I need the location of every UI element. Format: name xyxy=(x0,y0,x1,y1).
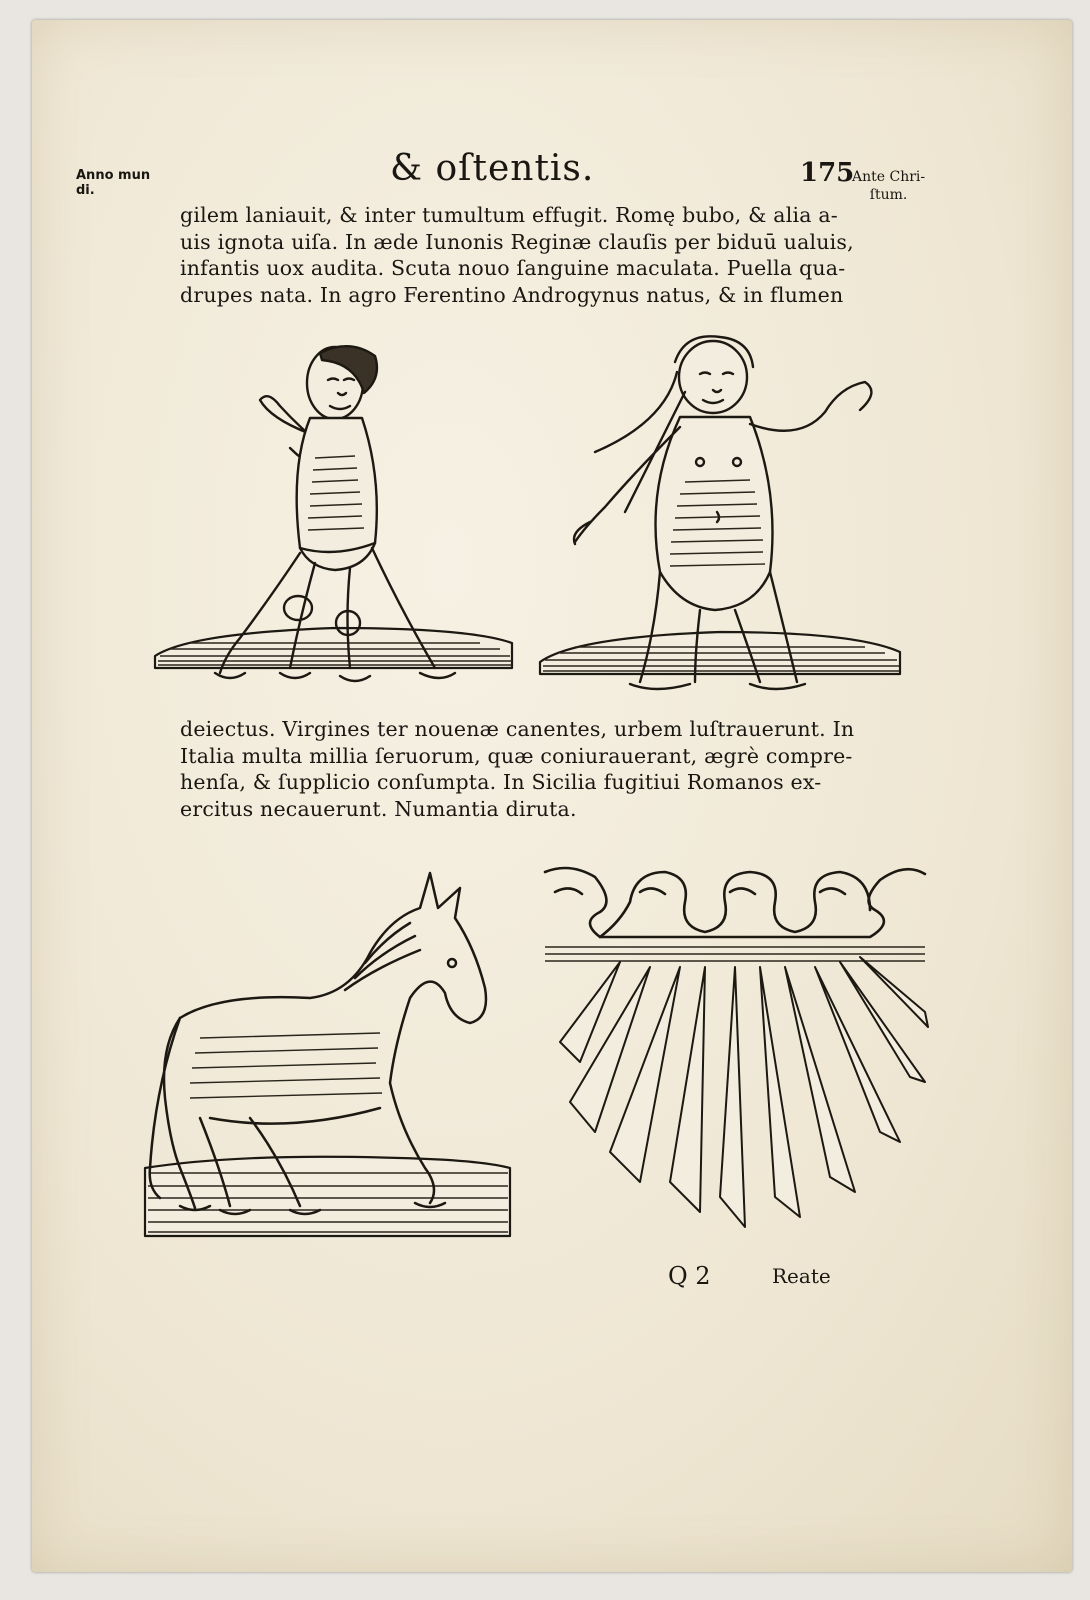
text-line: henſa, & ſupplicio conſumpta. In Sicilia fugitiui Romanos ex- xyxy=(180,770,822,794)
woodcut-quadruped-girl xyxy=(150,338,520,708)
catchword: Reate xyxy=(772,1264,831,1288)
running-title: & oſtentis. xyxy=(390,148,595,189)
text-line: gilem laniauit, & inter tumultum effugit. Romę bubo, & alia a- xyxy=(180,203,838,227)
margin-note-right-line-2: ſtum. xyxy=(869,187,908,203)
text-block-top xyxy=(180,202,860,308)
margin-note-right-line-1: Ante Chri- xyxy=(852,169,926,185)
woodcut-donkey xyxy=(140,868,520,1246)
woodcut-clouds-rays xyxy=(540,862,930,1234)
text-line: uis ignota uiſa. In æde Iunonis Reginæ clauſis per biduū ualuis, xyxy=(180,229,854,254)
margin-note-left-line-1: Anno mun xyxy=(76,168,151,183)
folio-number: 175 xyxy=(800,158,855,188)
text-line: drupes nata. In agro Ferentino Androgynus natus, & in flumen xyxy=(180,282,844,307)
text-block-middle xyxy=(180,716,860,822)
margin-note-right xyxy=(852,168,925,204)
margin-note-left xyxy=(76,168,150,198)
text-line: deiectus. Virgines ter nouenæ canentes, urbem luſtrauerunt. In xyxy=(180,717,855,741)
signature-mark: Q 2 xyxy=(668,1262,711,1290)
text-line: infantis uox audita. Scuta nouo ſanguine maculata. Puella qua- xyxy=(180,256,846,280)
text-line: ercitus necauerunt. Numantia diruta. xyxy=(180,796,577,821)
text-line: Italia multa millia ſeruorum, quæ coniurauerant, ægrè compre- xyxy=(180,743,853,768)
woodcut-androgynous-figure xyxy=(535,332,905,704)
margin-note-left-line-2: di. xyxy=(76,183,95,198)
